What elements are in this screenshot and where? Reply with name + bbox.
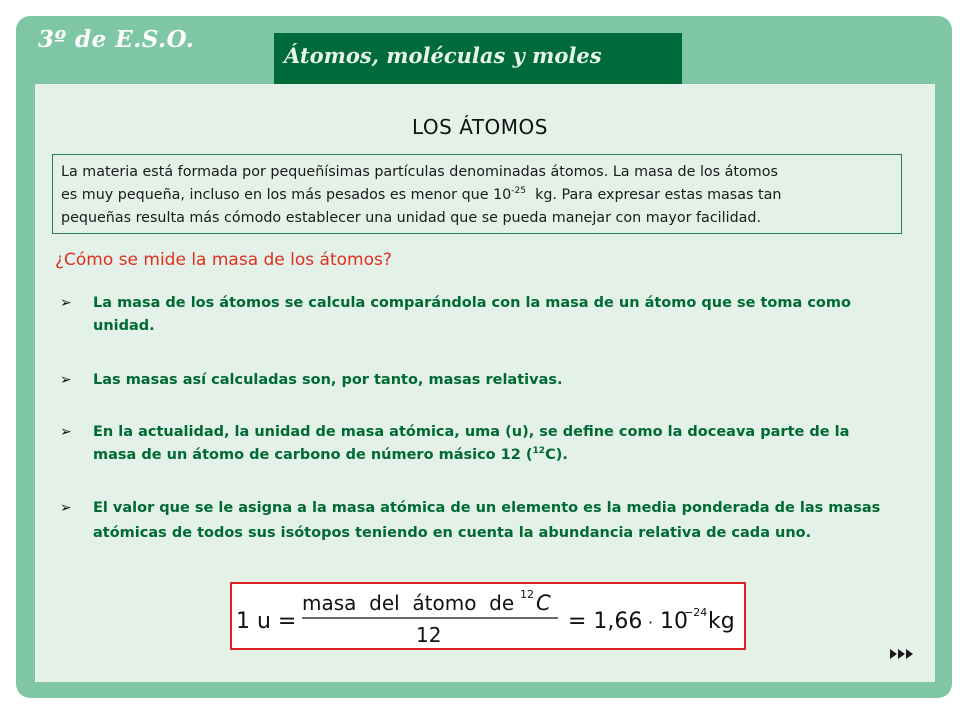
intro-line-2	[61, 184, 893, 207]
next-slide-button[interactable]	[890, 646, 914, 665]
intro-line-2-text: es muy pequeña, incluso en los más pesados es menor que 10	[61, 187, 512, 203]
arrow-bullet-icon: ➢	[60, 372, 72, 388]
bullet-text: En la actualidad, la unidad de masa atómica, uma (u), se define como la doceava parte de la masa de un átomo de carbono de número másico 12 (	[93, 424, 850, 463]
formula-num-sup: 12	[520, 588, 534, 601]
topic-title: Átomos, moléculas y moles	[284, 43, 602, 68]
formula-rhs-dot: ·	[648, 613, 654, 632]
intro-line-3: pequeñas resulta más cómodo establecer una unidad que se pueda manejar con mayor facilidad.	[61, 210, 762, 226]
formula-rhs-exp: −24	[684, 606, 708, 619]
arrow-bullet-icon: ➢	[60, 424, 72, 440]
bullet-text-block	[93, 421, 893, 467]
formula-rhs-unit: kg	[708, 609, 735, 634]
bullet-text: Las masas así calculadas son, por tanto, masas relativas.	[93, 372, 563, 388]
element-symbol: C).	[545, 447, 568, 463]
intro-line-2-rest: kg. Para expresar estas masas tan	[525, 187, 782, 203]
fast-forward-icon	[890, 647, 914, 661]
question-heading: ¿Cómo se mide la masa de los átomos?	[55, 250, 392, 270]
formula-rhs-base: 10	[660, 609, 688, 634]
section-title: LOS ÁTOMOS	[411, 115, 548, 139]
formula-box	[230, 582, 746, 650]
formula-denominator: 12	[416, 623, 442, 647]
course-label: 3º de E.S.O.	[38, 26, 195, 53]
intro-exponent: -25	[511, 186, 526, 196]
formula-graphic	[232, 584, 744, 648]
formula-numerator: masa del átomo de	[302, 591, 515, 615]
mass-number-sup: 12	[532, 446, 546, 456]
bullet-text: La masa de los átomos se calcula comparándola con la masa de un átomo que se toma como unidad.	[93, 295, 851, 334]
topic-banner	[274, 33, 682, 85]
bullet-text: El valor que se le asigna a la masa atómica de un elemento es la media ponderada de las masas atómicas de todos sus isótopos teniendo en cuenta la abundancia relativa de cada uno.	[93, 500, 881, 541]
intro-line-1: La materia está formada por pequeñísimas partículas denominadas átomos. La masa de los átomos	[61, 164, 778, 180]
intro-box	[52, 154, 902, 234]
formula-rhs-value: = 1,66	[568, 609, 643, 634]
arrow-bullet-icon: ➢	[60, 500, 72, 516]
formula-num-element: C	[536, 591, 551, 615]
arrow-bullet-icon: ➢	[60, 295, 72, 311]
formula-lhs: 1 u =	[236, 609, 297, 634]
